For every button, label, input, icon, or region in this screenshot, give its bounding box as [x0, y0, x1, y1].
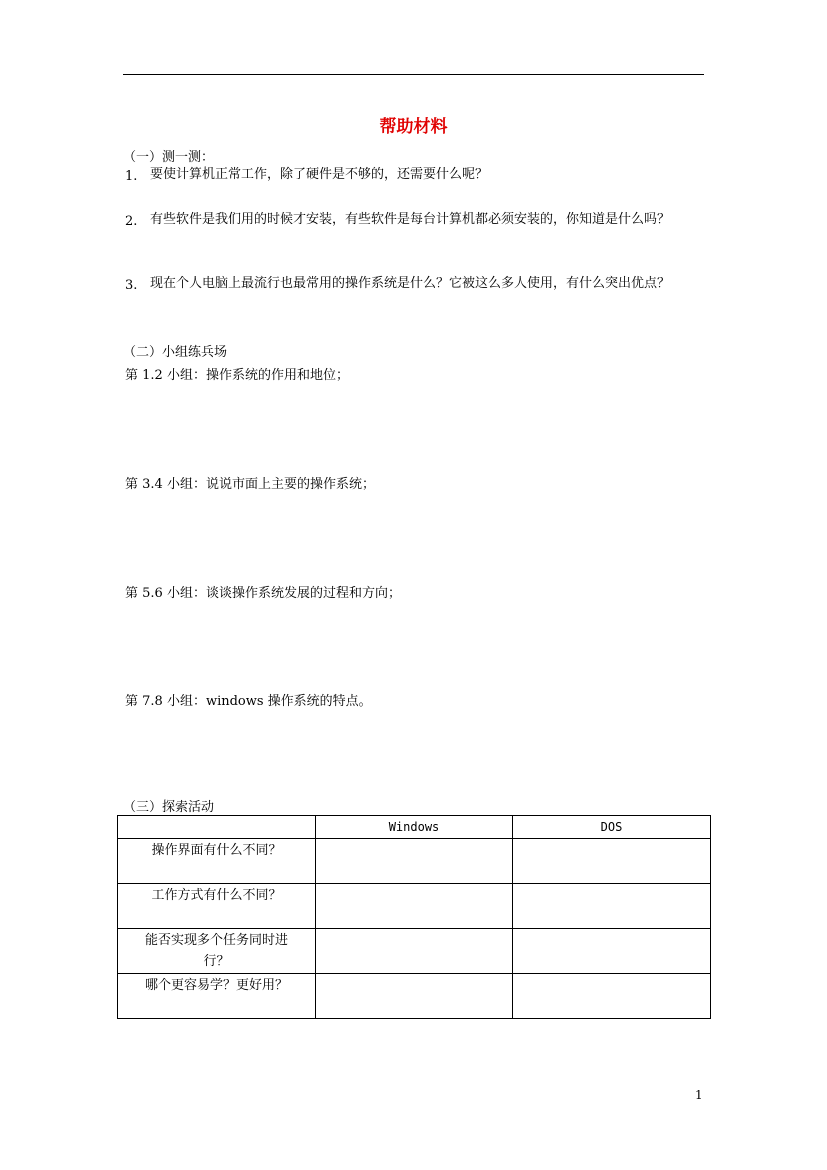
group-task: 第 1.2 小组：操作系统的作用和地位；	[125, 368, 349, 383]
table-row-question: 能否实现多个任务同时进行？	[118, 929, 316, 974]
page-number: 1	[695, 1088, 703, 1102]
table-cell-dos[interactable]	[513, 839, 711, 884]
table-row	[118, 974, 711, 1019]
group-task: 第 3.4 小组：说说市面上主要的操作系统；	[125, 477, 375, 492]
table-row	[118, 839, 711, 884]
table-header-row	[118, 816, 711, 839]
table-cell-windows[interactable]	[316, 884, 513, 929]
table-row-question: 工作方式有什么不同？	[118, 884, 316, 929]
group-task: 第 5.6 小组：谈谈操作系统发展的过程和方向；	[125, 586, 401, 601]
table-header-cell	[118, 816, 316, 839]
section-heading-test: （一）测一测：	[123, 150, 215, 165]
section-heading-explore: （三）探索活动	[123, 800, 215, 815]
header-rule	[123, 74, 704, 75]
table-cell-dos[interactable]	[513, 929, 711, 974]
table-row-question: 哪个更容易学？更好用？	[118, 974, 316, 1019]
table-cell-windows[interactable]	[316, 974, 513, 1019]
table-row	[118, 884, 711, 929]
table-cell-dos[interactable]	[513, 884, 711, 929]
table-row	[118, 929, 711, 974]
comparison-table	[117, 815, 711, 1019]
question-text: 有些软件是我们用的时候才安装，有些软件是每台计算机都必须安装的，你知道是什么吗？	[150, 212, 671, 227]
table-row-question: 操作界面有什么不同？	[118, 839, 316, 884]
question-text: 现在个人电脑上最流行也最常用的操作系统是什么？它被这么多人使用，有什么突出优点？	[150, 276, 671, 291]
table-cell-windows[interactable]	[316, 929, 513, 974]
question-number: 1.	[125, 169, 138, 184]
table-cell-dos[interactable]	[513, 974, 711, 1019]
group-task: 第 7.8 小组：windows 操作系统的特点。	[125, 694, 372, 709]
question-number: 3.	[125, 278, 138, 293]
table-header-cell: DOS	[513, 816, 711, 839]
section-heading-groups: （二）小组练兵场	[123, 345, 228, 360]
page-title: 帮助材料	[379, 117, 448, 137]
table-header-cell: Windows	[316, 816, 513, 839]
question-text: 要使计算机正常工作，除了硬件是不够的，还需要什么呢？	[150, 167, 489, 182]
question-number: 2.	[125, 214, 138, 229]
table-cell-windows[interactable]	[316, 839, 513, 884]
